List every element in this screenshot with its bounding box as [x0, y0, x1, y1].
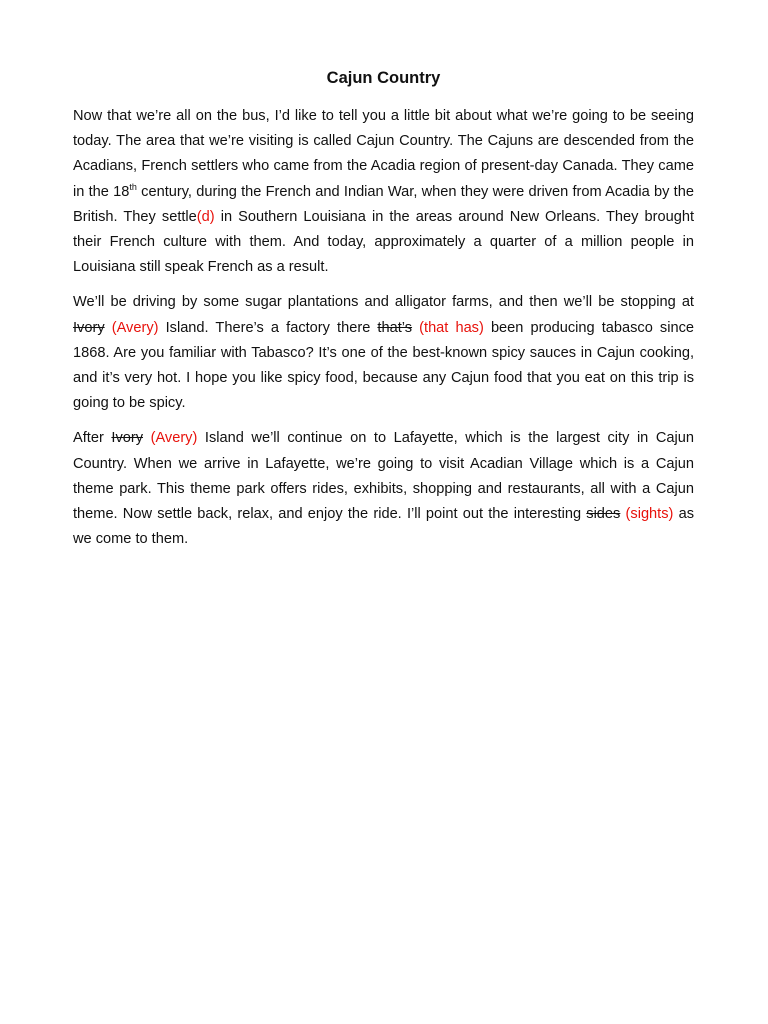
p1-correction: (d): [196, 208, 215, 225]
document-title: Cajun Country: [326, 69, 441, 87]
p3-text-1: After: [73, 430, 112, 447]
p3-strikethrough-1: Ivory: [111, 430, 144, 447]
p3-correction-1: (Avery): [143, 430, 198, 447]
p2-text-1: We’ll be driving by some sugar plantations and alligator farms, and then we’ll be stopping at: [73, 294, 694, 311]
paragraph-3: [73, 426, 694, 552]
p3-text-2: Island we’ll continue on to Lafayette, which is the largest city in Cajun Country. When we arrive in Lafayette, we’re going to visit Acadian Village which is a Cajun theme park. This theme park offers rides, exhibits, shopping and restaurants, all with a Cajun theme. Now settle back, relax, and enjoy the ride. I’ll point out the interesting: [73, 430, 694, 523]
p3-correction-2: (sights): [620, 506, 674, 523]
p2-strikethrough-2: that’s: [377, 319, 413, 336]
p1-text-1: Now that we’re all on the bus, I’d like to tell you a little bit about what we’re going to be seeing today. The area that we’re visiting is called Cajun Country. The Cajuns are descended from the Acadians, French settlers who came from the Acadia region of present-day Canada. They came in the 18: [73, 108, 694, 200]
p1-text-3: in Southern Louisiana in the areas around New Orleans. They brought their French culture with them. And today, approximately a quarter of a million people in Louisiana still speak French as a result.: [73, 208, 694, 276]
p2-text-2: Island. There’s a factory there: [158, 319, 378, 336]
p2-strikethrough-1: Ivory: [73, 319, 105, 336]
p2-correction-1: (Avery): [104, 319, 159, 336]
p1-text-2: century, during the French and Indian War, when they were driven from Acadia by the British. They settle: [73, 183, 694, 225]
paragraph-1: [73, 104, 694, 280]
p2-correction-2: (that has): [412, 319, 484, 336]
p2-text-3: been producing tabasco since 1868. Are you familiar with Tabasco? It’s one of the best-known spicy sauces in Cajun cooking, and it’s very hot. I hope you like spicy food, because any Cajun food that you eat on this trip is going to be spicy.: [73, 319, 694, 412]
p3-text-3: as we come to them.: [73, 506, 695, 548]
document-page: [73, 66, 694, 562]
paragraph-2: [73, 290, 694, 416]
p1-superscript: th: [129, 181, 137, 192]
p3-strikethrough-2: sides: [586, 506, 621, 523]
